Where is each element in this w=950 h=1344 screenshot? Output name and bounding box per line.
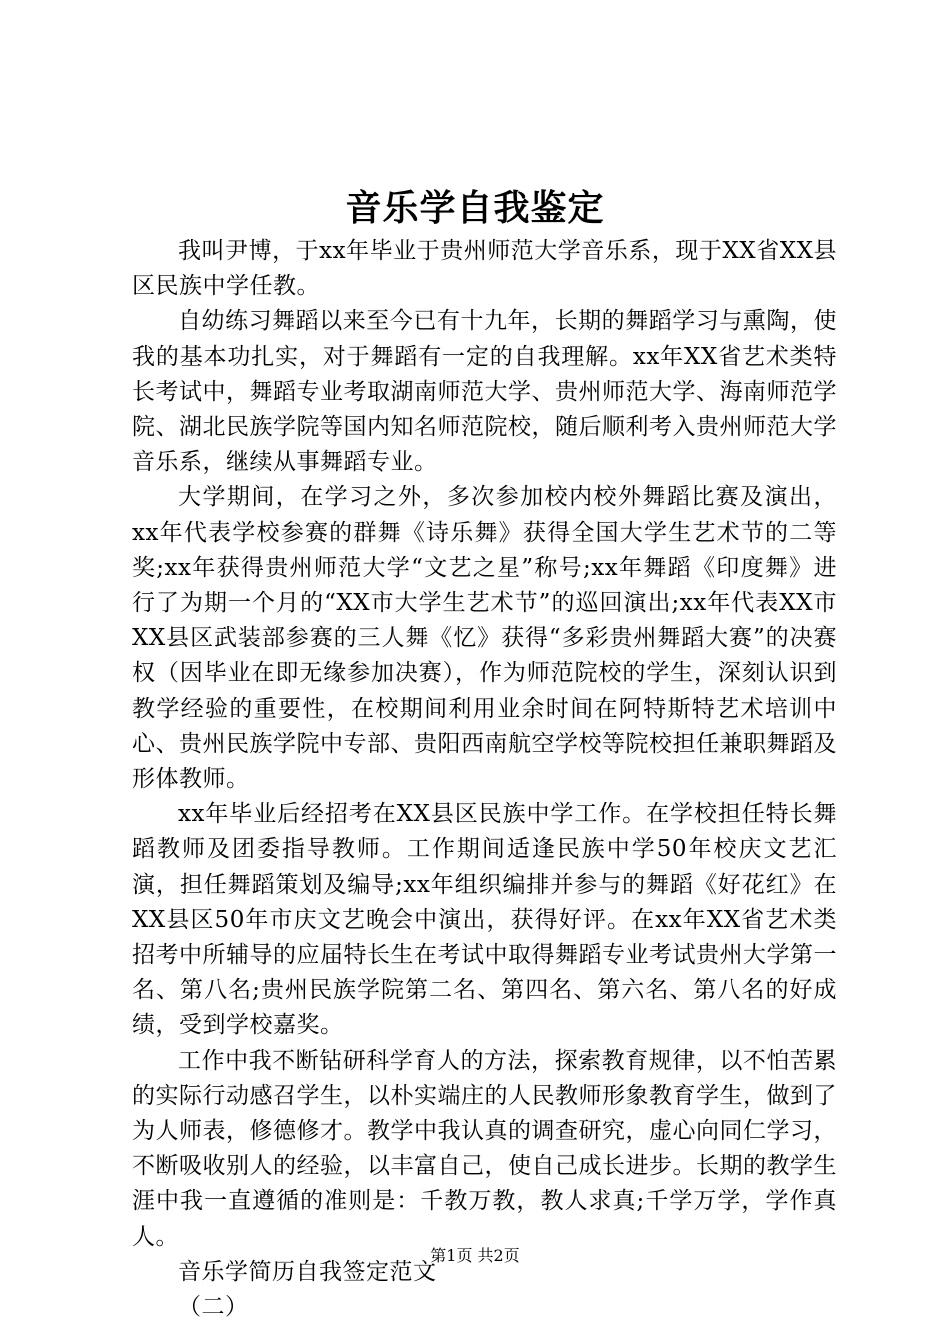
paragraph-teaching: 工作中我不断钻研科学育人的方法，探索教育规律，以不怕苦累的实际行动感召学生，以朴实端庄的人民教师形象教育学生，做到了为人师表，修德修才。教学中我认真的调查研究，虚心向同仁学习，不断吸收别人的经验，以丰富自己，使自己成长进步。长期的教学生涯中我一直遵循的准则是：千教万教，教人求真;千学万学，学作真人。 (132, 1047, 837, 1250)
paragraph-sample-heading: 音乐学简历自我签定范文 (178, 1258, 437, 1285)
paragraph-section-number: （二） (178, 1294, 249, 1321)
page-footer: 第1页 共2页 (430, 1246, 520, 1265)
paragraph-dance-training: 自幼练习舞蹈以来至今已有十九年，长期的舞蹈学习与熏陶，使我的基本功扎实，对于舞蹈有一定的自我理解。xx年XX省艺术类特长考试中，舞蹈专业考取湖南师范大学、贵州师范大学、海南师范学院、湖北民族学院等国内知名师范院校，随后顺利考入贵州师范大学音乐系，继续从事舞蹈专业。 (132, 308, 837, 476)
paragraph-work: xx年毕业后经招考在XX县区民族中学工作。在学校担任特长舞蹈教师及团委指导教师。工作期间适逢民族中学50年校庆文艺汇演，担任舞蹈策划及编导;xx年组织编排并参与的舞蹈《好花红》在XX县区50年市庆文艺晚会中演出，获得好评。在xx年XX省艺术类招考中所辅导的应届特长生在考试中取得舞蹈专业考试贵州大学第一名、第八名;贵州民族学院第二名、第四名、第六名、第八名的好成绩，受到学校嘉奖。 (132, 801, 837, 1039)
document-body (132, 234, 837, 1325)
paragraph-intro: 我叫尹博，于xx年毕业于贵州师范大学音乐系，现于XX省XX县区民族中学任教。 (132, 238, 837, 300)
paragraph-university: 大学期间，在学习之外，多次参加校内校外舞蹈比赛及演出，xx年代表学校参赛的群舞《诗乐舞》获得全国大学生艺术节的二等奖;xx年获得贵州师范大学“文艺之星”称号;xx年舞蹈《印度舞》进行了为期一个月的“XX市大学生艺术节”的巡回演出;xx年代表XX市XX县区武装部参赛的三人舞《忆》获得“多彩贵州舞蹈大赛”的决赛权（因毕业在即无缘参加决赛），作为师范院校的学生，深刻认识到教学经验的重要性，在校期间利用业余时间在阿特斯特艺术培训中心、贵州民族学院中专部、贵阳西南航空学校等院校担任兼职舞蹈及形体教师。 (132, 484, 837, 793)
document-title: 音乐学自我鉴定 (345, 187, 605, 229)
